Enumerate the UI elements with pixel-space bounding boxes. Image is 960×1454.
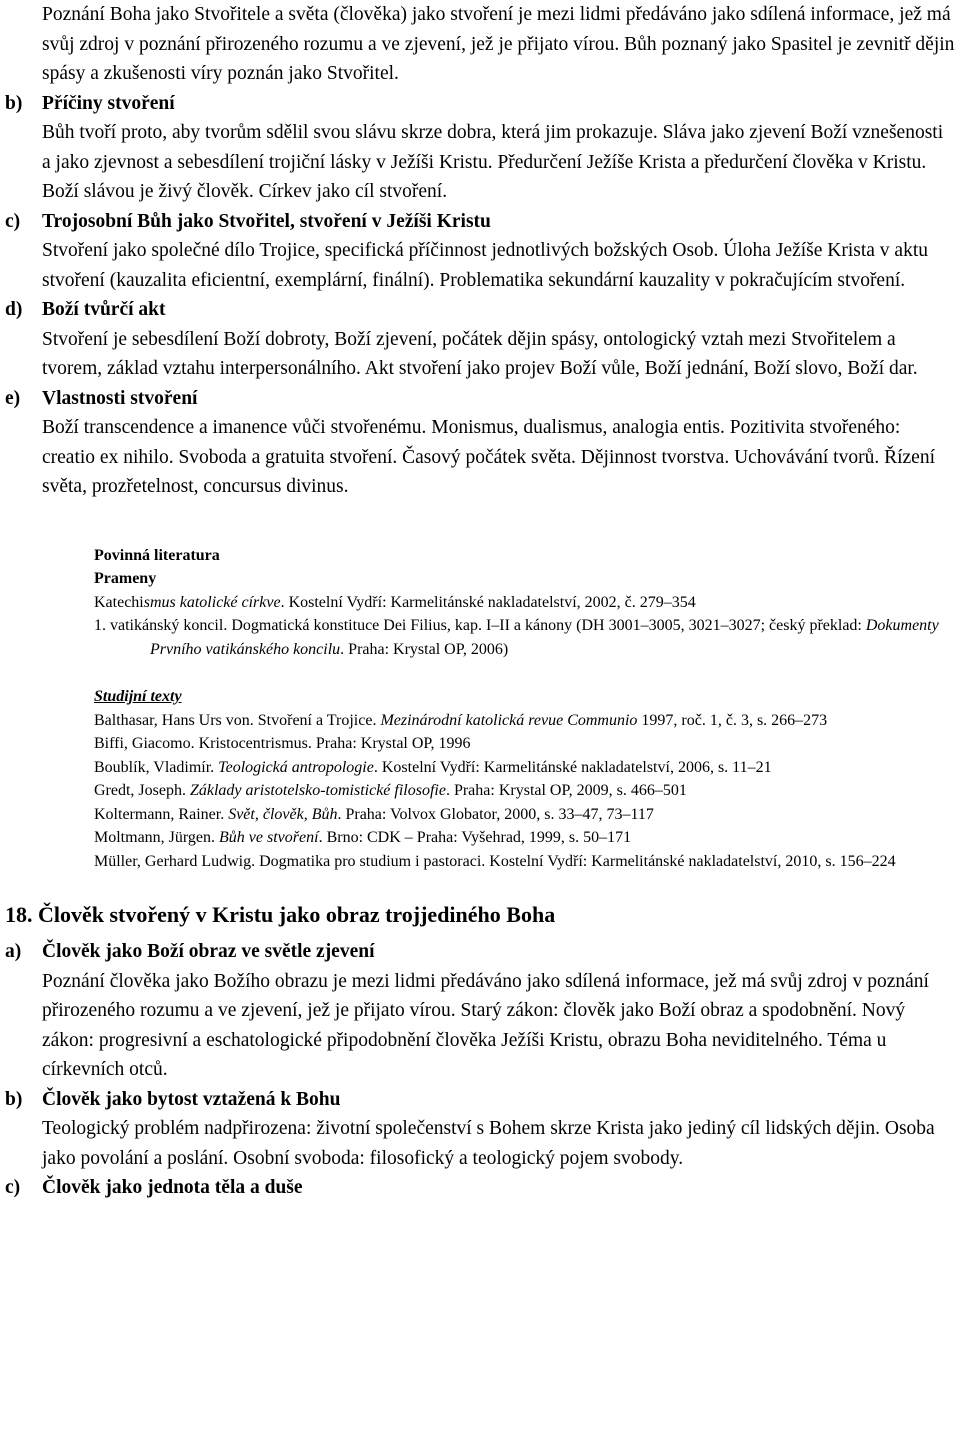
section-text: Stvoření jako společné dílo Trojice, specifická příčinnost jednotlivých božských Osob. Úloha Ježíše Krista v aktu stvoření (kauzalita eficientní, exemplární, finální). Problematika sekundární kauzality v pokračujícím stvoření.	[42, 240, 928, 291]
entry-text: . Brno: CDK ‒ Praha: Vyšehrad, 1999, s. 50‒171	[318, 829, 632, 846]
section-heading	[0, 1085, 960, 1115]
section-c	[0, 207, 960, 296]
section-title: Člověk jako Boží obraz ve světle zjevení	[42, 941, 375, 962]
section-title: Boží tvůrčí akt	[42, 299, 166, 320]
section-heading	[0, 89, 960, 119]
section-d	[0, 295, 960, 384]
section-text: Stvoření je sebesdílení Boží dobroty, Boží zjevení, počátek dějin spásy, ontologický vztah mezi Stvořitelem a tvorem, základ vztahu interpersonálního. Akt stvoření jako projev Boží vůle, Boží jednání, Boží slovo, Boží dar.	[42, 328, 918, 379]
entry-text: Biffi, Giacomo. Kristocentrismus. Praha: Krystal OP, 1996	[94, 735, 471, 752]
entry-title: Základy aristotelsko-tomistické filosofie	[189, 782, 446, 799]
section-title: Člověk jako bytost vztažená k Bohu	[42, 1088, 341, 1110]
section-b	[0, 89, 960, 207]
study-entry	[94, 732, 944, 756]
entry-text: . Praha: Volvox Globator, 2000, s. 33‒47, 73‒117	[337, 805, 654, 823]
entry-text: 1997, roč. 1, č. 3, s. 266‒273	[637, 711, 828, 729]
entry-text: Boublík, Vladimír.	[94, 758, 219, 776]
section-letter: b)	[5, 92, 23, 114]
entry-text: . Kostelní Vydří: Karmelitánské nakladatelství, 2006, s. 11‒21	[373, 758, 772, 776]
chapter-section-b	[0, 1085, 960, 1174]
section-text: Bůh tvoří proto, aby tvorům sdělil svou slávu skrze dobra, která jim prokazuje. Sláva jako zjevení Boží vznešenosti a jako zjevnost a sebesdílení trojiční lásky v Ježíši Kristu. Předurčení Ježíše Krista a předurčení člověka v Kristu. Boží slávou je živý člověk. Církev jako cíl stvoření.	[42, 122, 944, 202]
entry-text: Koltermann, Rainer.	[94, 805, 229, 823]
entry-title: Mezinárodní katolická revue Communio	[380, 711, 638, 729]
section-title: Vlastnosti stvoření	[42, 387, 198, 409]
study-entry	[94, 779, 944, 803]
entry-title: smus katolické církve	[143, 593, 281, 611]
entry-text: . Praha: Krystal OP, 2006)	[340, 640, 509, 658]
section-letter: d)	[5, 299, 23, 320]
section-heading	[0, 295, 960, 325]
study-heading: Studijní texty	[94, 688, 182, 705]
section-text: Boží transcendence a imanence vůči stvořenému. Monismus, dualismus, analogia entis. Pozitivita stvořeného: creatio ex nihilo. Svoboda a gratuita stvoření. Časový počátek světa. Dějinnost tvorstva. Uchovávání tvorů. Řízení světa, prozřetelnost, concursus divinus.	[42, 417, 935, 497]
section-title: Příčiny stvoření	[42, 92, 175, 114]
section-letter: b)	[5, 1088, 23, 1110]
section-heading	[0, 384, 960, 414]
entry-title: Teologická antropologie	[218, 758, 374, 776]
literature-heading: Povinná literatura	[94, 546, 220, 564]
section-text: Poznání člověka jako Božího obrazu je mezi lidmi předáváno jako sdílená informace, jež má svůj zdroj v poznání přirozeného rozumu a ve zjevení, jež je přijato vírou. Starý zákon: člověk jako Boží obraz a spodobnění. Nový zákon: progresivní a eschatologické připodobnění člověka Ježíši Kristu, obrazu Boha neviditelného. Téma u církevních otců.	[42, 970, 929, 1080]
chapter-section-c	[0, 1173, 960, 1203]
section-title: Člověk jako jednota těla a duše	[42, 1177, 303, 1198]
sources-heading: Prameny	[94, 570, 157, 587]
study-entry	[94, 803, 944, 827]
source-entry	[94, 614, 944, 661]
chapter-title: 18. Člověk stvořený v Kristu jako obraz trojjediného Boha	[5, 902, 556, 927]
entry-text: Müller, Gerhard Ludwig. Dogmatika pro studium i pastoraci. Kostelní Vydří: Karmelitánské nakladatelství, 2010, s. 156‒224	[94, 852, 896, 870]
entry-title: Dokumenty Prvního vatikánského koncilu	[150, 617, 939, 658]
section-letter: a)	[5, 941, 22, 962]
study-entry	[94, 826, 944, 850]
section-heading	[0, 207, 960, 237]
study-entry	[94, 756, 944, 780]
literature	[0, 544, 960, 874]
section-letter: e)	[5, 387, 21, 409]
entry-text: Balthasar, Hans Urs von. Stvoření a Trojice.	[94, 711, 381, 729]
section-title: Trojosobní Bůh jako Stvořitel, stvoření v Ježíši Kristu	[42, 210, 491, 232]
entry-text: Gredt, Joseph.	[94, 782, 190, 799]
section-letter: c)	[5, 210, 21, 232]
section-letter: c)	[5, 1177, 21, 1198]
entry-text: 1. vatikánský koncil. Dogmatická konstituce Dei Filius, kap. I‒II a kánony (DH 3001‒3005, 3021‒3027; český překlad:	[94, 617, 866, 634]
source-entry	[94, 591, 944, 615]
chapter-section-a	[0, 937, 960, 1085]
study-entry	[94, 709, 944, 733]
study-entry	[94, 850, 944, 874]
section-e	[0, 384, 960, 502]
section-text: Teologický problém nadpřirozena: životní společenství s Bohem skrze Krista jako jediný cíl lidských dějin. Osoba jako povolání a poslání. Osobní svoboda: filosofický a teologický pojem svobody.	[42, 1118, 935, 1169]
section-heading	[0, 937, 960, 967]
intro-paragraph: Poznání Boha jako Stvořitele a světa (člověka) jako stvoření je mezi lidmi předáváno jako sdílená informace, jež má svůj zdroj v poznání přirozeného rozumu a ve zjevení, jež je přijato vírou. Bůh poznaný jako Spasitel je zevnitř dějin spásy a zkušenosti víry poznán jako Stvořitel.	[42, 4, 955, 84]
entry-title: Bůh ve stvoření	[219, 829, 319, 846]
entry-text: Moltmann, Jürgen.	[94, 829, 220, 846]
entry-text: . Kostelní Vydří: Karmelitánské nakladatelství, 2002, č. 279‒354	[280, 593, 696, 611]
entry-text: Katechi	[94, 593, 144, 611]
entry-text: . Praha: Krystal OP, 2009, s. 466‒501	[445, 782, 687, 799]
section-heading	[0, 1173, 960, 1203]
entry-title: Svět, člověk, Bůh	[228, 805, 338, 823]
